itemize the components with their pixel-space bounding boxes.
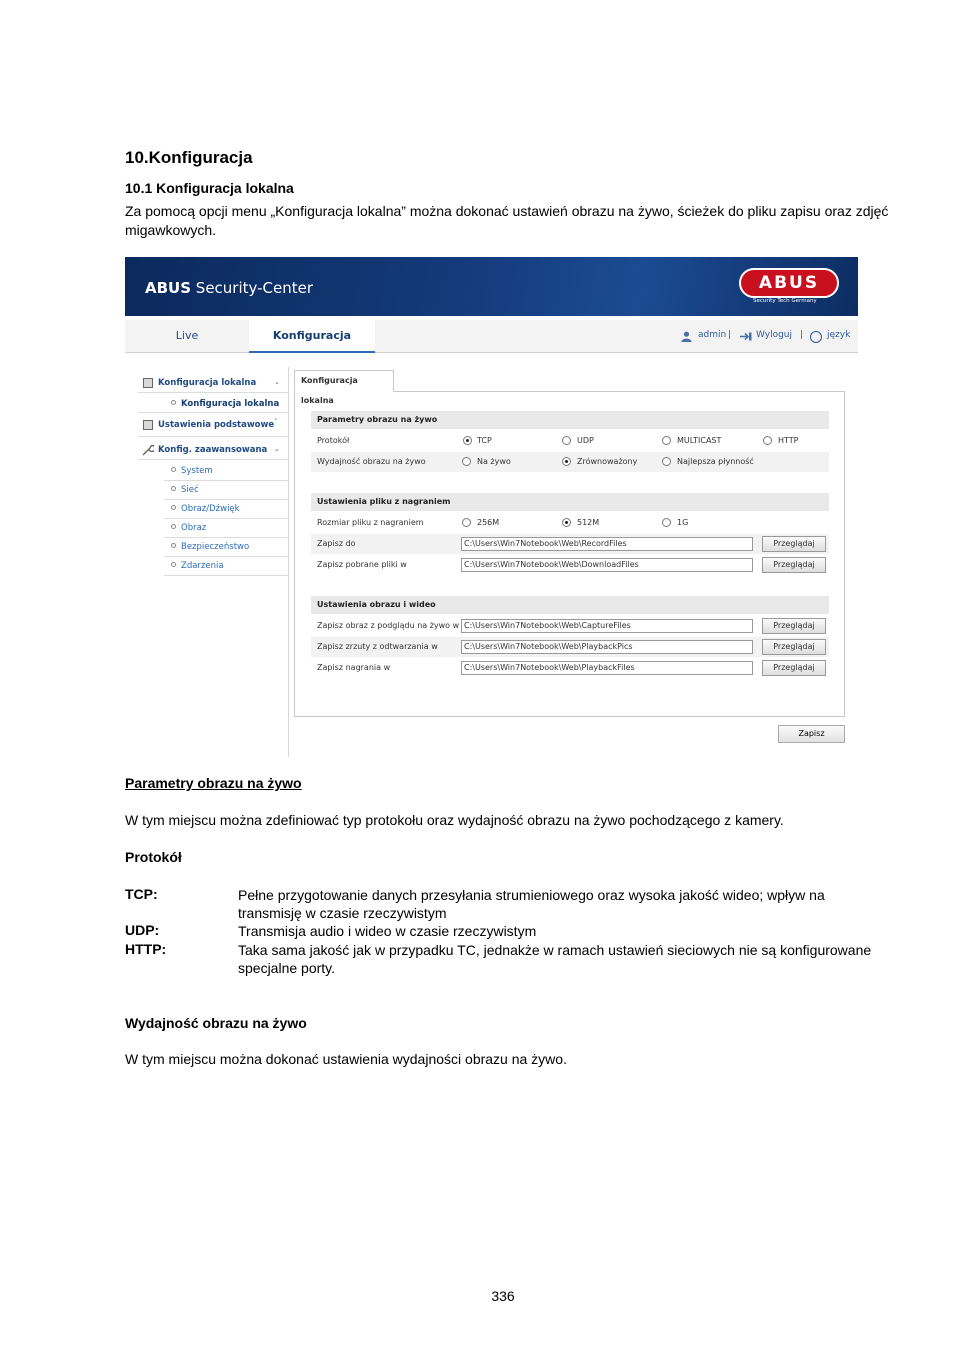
app-brand bbox=[145, 279, 313, 297]
radio-tcp[interactable] bbox=[463, 436, 472, 445]
sidebar-item-basic[interactable]: Ustawienia podstawowe bbox=[158, 420, 275, 430]
sidebar-item-local[interactable]: Konfiguracja lokalna bbox=[158, 378, 257, 388]
logout-icon bbox=[740, 332, 752, 341]
save-to-row bbox=[311, 534, 829, 554]
tab-konfiguracja[interactable]: Konfiguracja bbox=[249, 320, 375, 353]
radio-1g[interactable] bbox=[662, 518, 671, 527]
radio-multicast[interactable] bbox=[662, 436, 671, 445]
def-term-tcp: TCP: bbox=[125, 886, 158, 902]
def-term-udp: UDP: bbox=[125, 922, 160, 938]
bullet-icon bbox=[171, 467, 176, 472]
divider bbox=[138, 412, 288, 413]
chevron-down-icon: ⌄ bbox=[274, 445, 280, 453]
divider bbox=[164, 556, 288, 557]
abus-logo: ABUS bbox=[739, 268, 839, 298]
radio-live[interactable] bbox=[462, 457, 471, 466]
divider bbox=[164, 518, 288, 519]
divider bbox=[164, 499, 288, 500]
divider bbox=[164, 575, 288, 576]
live-params-title: Parametry obrazu na żywo bbox=[125, 775, 302, 791]
save-clips-path-input[interactable]: C:\Users\Win7Notebook\Web\PlaybackFiles bbox=[461, 661, 753, 675]
radio-256m-label: 256M bbox=[477, 518, 500, 527]
nav-bar bbox=[125, 320, 858, 353]
def-text-udp: Transmisja audio i wideo w czasie rzeczywistym bbox=[238, 923, 537, 939]
browse-button[interactable]: Przeglądaj bbox=[762, 639, 826, 655]
def-term-http: HTTP: bbox=[125, 941, 167, 957]
divider bbox=[138, 436, 288, 437]
radio-1g-label: 1G bbox=[677, 518, 689, 527]
save-playback-snap-row bbox=[311, 637, 829, 657]
chapter-title: Konfiguracja bbox=[148, 148, 253, 167]
brand-bold: ABUS bbox=[145, 279, 192, 297]
radio-live-label: Na żywo bbox=[477, 457, 511, 466]
globe-icon bbox=[810, 331, 822, 343]
radio-balanced-label: Zrównoważony bbox=[577, 457, 638, 466]
tab-live[interactable]: Live bbox=[175, 329, 199, 342]
ui-screenshot bbox=[125, 257, 858, 757]
protocol-row bbox=[311, 431, 829, 451]
save-to-label: Zapisz do bbox=[317, 539, 356, 548]
page-number: 336 bbox=[491, 1288, 515, 1304]
monitor-icon bbox=[143, 378, 153, 388]
bullet-icon bbox=[171, 543, 176, 548]
radio-udp-label: UDP bbox=[577, 436, 594, 445]
sidebar-subitem-system[interactable]: System bbox=[181, 466, 213, 476]
radio-tcp-label: TCP bbox=[477, 436, 492, 445]
sidebar-subitem-local[interactable]: Konfiguracja lokalna bbox=[181, 399, 280, 409]
save-downloaded-path-input[interactable]: C:\Users\Win7Notebook\Web\DownloadFiles bbox=[461, 558, 753, 572]
section-live-params: Parametry obrazu na żywo bbox=[311, 411, 829, 429]
performance-title: Wydajność obrazu na żywo bbox=[125, 1015, 307, 1031]
save-to-path-input[interactable]: C:\Users\Win7Notebook\Web\RecordFiles bbox=[461, 537, 753, 551]
performance-label: Wydajność obrazu na żywo bbox=[317, 457, 426, 466]
performance-text: W tym miejscu można dokonać ustawienia wydajności obrazu na żywo. bbox=[125, 1051, 567, 1067]
save-live-image-row bbox=[311, 616, 829, 636]
save-downloaded-label: Zapisz pobrane pliki w bbox=[317, 560, 407, 569]
divider bbox=[164, 537, 288, 538]
chapter-number: 10. bbox=[125, 148, 149, 167]
chevron-up-icon: ˄ bbox=[274, 418, 278, 426]
sidebar-subitem-network[interactable]: Sieć bbox=[181, 485, 199, 495]
bullet-icon bbox=[171, 562, 176, 567]
user-icon bbox=[681, 331, 692, 342]
def-text-tcp: Pełne przygotowanie danych przesyłania strumieniowego oraz wysoka jakość wideo; wpływ na transmisję w czasie rzeczywistym bbox=[238, 887, 825, 921]
chevron-down-icon: ⌄ bbox=[274, 378, 280, 386]
settings-grid-icon bbox=[143, 420, 153, 430]
sidebar-item-advanced[interactable]: Konfig. zaawansowana bbox=[158, 445, 268, 455]
panel-tab-local[interactable]: Konfiguracja lokalna bbox=[294, 370, 394, 392]
radio-256m[interactable] bbox=[462, 518, 471, 527]
radio-multicast-label: MULTICAST bbox=[677, 436, 722, 445]
language-link[interactable]: język bbox=[827, 330, 851, 340]
filesize-row bbox=[311, 513, 829, 533]
save-playback-snap-label: Zapisz zrzuty z odtwarzania w bbox=[317, 642, 438, 651]
divider bbox=[138, 459, 288, 460]
save-clips-label: Zapisz nagrania w bbox=[317, 663, 391, 672]
bullet-icon bbox=[171, 505, 176, 510]
logo-tagline: Security Tech Germany bbox=[753, 298, 817, 304]
radio-512m[interactable] bbox=[562, 518, 571, 527]
radio-udp[interactable] bbox=[562, 436, 571, 445]
save-button[interactable]: Zapisz bbox=[778, 725, 845, 743]
protocol-title: Protokół bbox=[125, 849, 182, 865]
divider bbox=[164, 480, 288, 481]
radio-http[interactable] bbox=[763, 436, 772, 445]
filesize-label: Rozmiar pliku z nagraniem bbox=[317, 518, 424, 527]
bullet-icon bbox=[171, 524, 176, 529]
section-image-video: Ustawienia obrazu i wideo bbox=[311, 596, 829, 614]
save-playback-snap-path-input[interactable]: C:\Users\Win7Notebook\Web\PlaybackPics bbox=[461, 640, 753, 654]
sidebar-subitem-security[interactable]: Bezpieczeństwo bbox=[181, 542, 250, 552]
user-link[interactable]: admin bbox=[698, 330, 727, 340]
radio-smooth-label: Najlepsza płynność bbox=[677, 457, 754, 466]
bullet-icon bbox=[171, 400, 176, 405]
app-banner bbox=[125, 257, 858, 316]
save-downloaded-row bbox=[311, 555, 829, 575]
section-heading: 10.1 Konfiguracja lokalna bbox=[125, 180, 294, 196]
browse-button[interactable]: Przeglądaj bbox=[762, 660, 826, 676]
radio-512m-label: 512M bbox=[577, 518, 600, 527]
browse-button[interactable]: Przeglądaj bbox=[762, 536, 826, 552]
sidebar-border bbox=[288, 367, 289, 757]
separator: | bbox=[800, 330, 804, 340]
browse-button[interactable]: Przeglądaj bbox=[762, 557, 826, 573]
chapter-heading bbox=[125, 148, 253, 168]
radio-balanced[interactable] bbox=[562, 457, 571, 466]
performance-row bbox=[311, 452, 829, 472]
radio-smooth[interactable] bbox=[662, 457, 671, 466]
sidebar-subitem-events[interactable]: Zdarzenia bbox=[181, 561, 224, 571]
save-live-image-path-input[interactable]: C:\Users\Win7Notebook\Web\CaptureFiles bbox=[461, 619, 753, 633]
separator: | bbox=[728, 330, 732, 340]
radio-http-label: HTTP bbox=[778, 436, 799, 445]
protocol-label: Protokół bbox=[317, 436, 350, 445]
logout-link[interactable]: Wyloguj bbox=[756, 330, 792, 340]
live-params-text: W tym miejscu można zdefiniować typ protokołu oraz wydajność obrazu na żywo pochodzącego z kamery. bbox=[125, 812, 784, 828]
save-clips-row bbox=[311, 658, 829, 678]
browse-button[interactable]: Przeglądaj bbox=[762, 618, 826, 634]
sidebar-subitem-image[interactable]: Obraz bbox=[181, 523, 207, 533]
section-file-settings: Ustawienia pliku z nagraniem bbox=[311, 493, 829, 511]
sidebar-subitem-image-audio[interactable]: Obraz/Dźwięk bbox=[181, 504, 240, 514]
def-text-http: Taka sama jakość jak w przypadku TC, jednakże w ramach ustawień sieciowych nie są konfigurowane specjalne porty. bbox=[238, 942, 872, 976]
bullet-icon bbox=[171, 486, 176, 491]
divider bbox=[138, 392, 288, 393]
wrench-icon bbox=[142, 444, 154, 456]
intro-paragraph: Za pomocą opcji menu „Konfiguracja lokalna” można dokonać ustawień obrazu na żywo, ścieżek do pliku zapisu oraz zdjęć migawkowych. bbox=[125, 203, 889, 238]
brand-rest: Security-Center bbox=[191, 279, 314, 297]
save-live-image-label: Zapisz obraz z podglądu na żywo w bbox=[317, 621, 460, 630]
